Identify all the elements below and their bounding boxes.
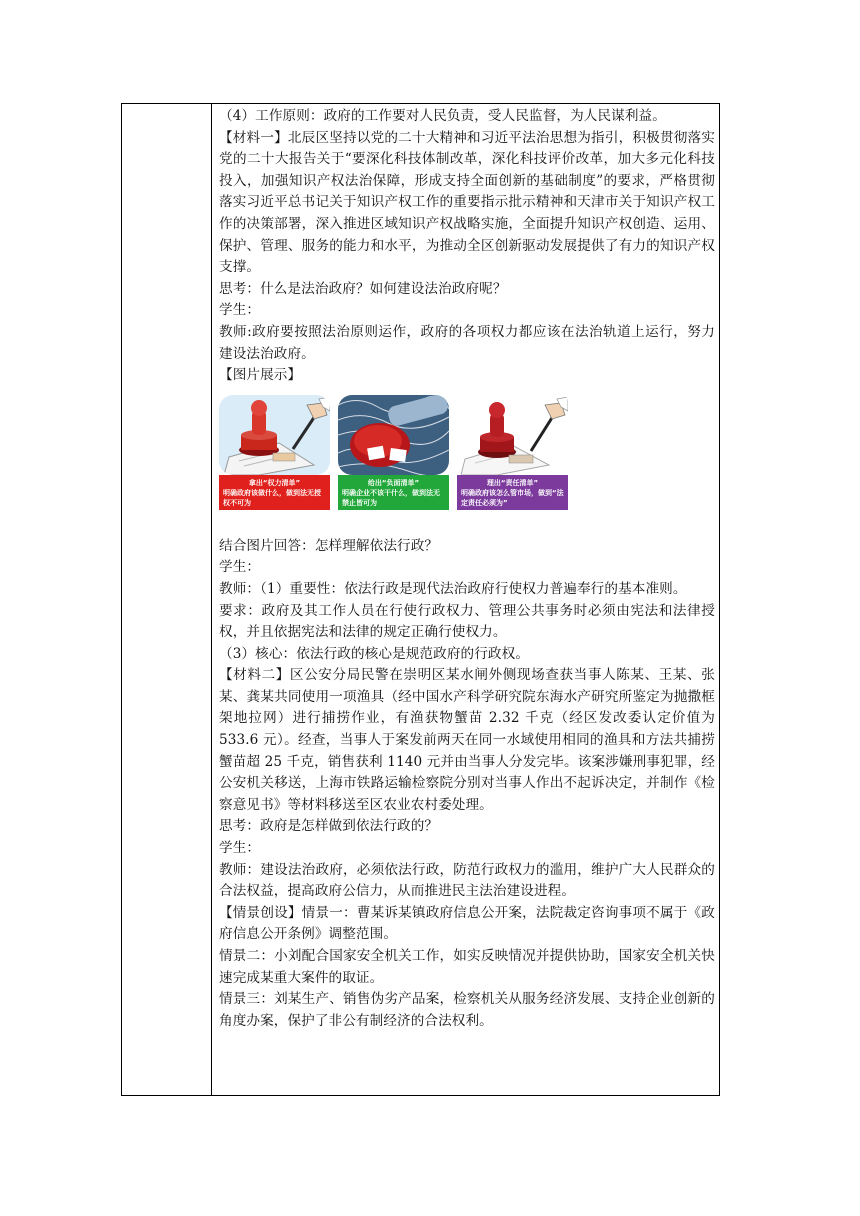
- responsibility-list-illustration: [457, 395, 568, 475]
- student-label: 学生：: [219, 302, 261, 319]
- negative-list-illustration: [338, 395, 449, 475]
- negative-list-figure: [338, 395, 449, 510]
- student-label: 学生：: [219, 840, 261, 857]
- scenario-one: 【情景创设】情景一：曹某诉某镇政府信息公开案，法院裁定咨询事项不属于《政府信息公开条例》调整范围。: [219, 904, 715, 943]
- column-divider: [211, 104, 212, 1095]
- scenario-two: 情景二：小刘配合国家安全机关工作，如实反映情况并提供协助，国家安全机关快速完成某重大案件的取证。: [219, 948, 715, 986]
- negative-list-caption-desc: 明确企业不该干什么，做到法无禁止皆可为: [342, 488, 440, 507]
- picture-show-heading: 【图片展示】: [219, 367, 302, 384]
- material-two-paragraph: 【材料二】区公安分局民警在崇明区某水闸外侧现场查获当事人陈某、王某、张某、龚某共同使用一项渔具（经中国水产科学研究院东海水产研究所鉴定为抛撒框架地拉网）进行捕捞作业，有渔获物蟹苗 2.32 千克（经区发改委认定价值为 533.6 元）。经查，当事人于案发前两天在同一水域使用相同的渔具和方法共捕捞蟹苗超 25 千克，销售获利 1140 元并由当事人分发完毕。该案涉嫌刑事犯罪，经公安机关移送，上海市铁路运输检察院分别对当事人作出不起诉决定，并制作《检察意见书》等材料移送至区农业农村委处理。: [219, 667, 715, 813]
- principle-paragraph: （4）工作原则：政府的工作要对人民负责，受人民监督，为人民谋利益。: [219, 108, 666, 124]
- power-list-caption-desc: 明确政府该做什么，做到法无授权不可为: [223, 488, 321, 507]
- picture-question: 结合图片回答：怎样理解依法行政？: [219, 537, 439, 554]
- power-list-caption-title: 拿出“权力清单”: [248, 478, 301, 487]
- material-one-paragraph: 【材料一】北辰区坚持以党的二十大精神和习近平法治思想为指引，积极贯彻落实党的二十大报告关于“要深化科技体制改革，深化科技评价改革，加大多元化科技投入，加强知识产权法治保障，形成支持全面创新的基础制度”的要求，严格贯彻落实习近平总书记关于知识产权工作的重要指示批示精神和天津市关于知识产权工作的决策部署，深入推进区域知识产权战略实施，全面提升知识产权创造、运用、保护、管理、服务的能力和水平，为推动全区创新驱动发展提供了有力的知识产权支撑。: [219, 129, 715, 276]
- teacher-importance: 教师：（1）重要性：依法行政是现代法治政府行使权力普遍奉行的基本准则。: [219, 580, 687, 597]
- responsibility-list-caption-desc: 明确政府该怎么管市场，做到“法定责任必须为”: [461, 488, 564, 507]
- scenario-three: 情景三：刘某生产、销售伪劣产品案，检察机关从服务经济发展、支持企业创新的角度办案，保护了非公有制经济的合法权利。: [219, 991, 715, 1029]
- power-list-illustration: [219, 395, 330, 475]
- power-list-caption: [219, 475, 330, 510]
- power-list-figure: [219, 395, 330, 510]
- teacher-conclusion: 教师：建设法治政府，必须依法行政，防范行政权力的滥用，维护广大人民群众的合法权益，提高政府公信力，从而推进民主法治建设进程。: [219, 861, 715, 900]
- negative-list-caption-title: 给出“负面清单”: [367, 478, 420, 487]
- teacher-paragraph: 教师:政府要按照法治原则运作，政府的各项权力都应该在法治轨道上运行，努力建设法治政府。: [219, 323, 715, 362]
- negative-list-caption: [338, 475, 449, 510]
- table-content-cell: [219, 106, 715, 1032]
- picture-row: [219, 395, 715, 510]
- lesson-table: [121, 103, 720, 1096]
- spacer: [219, 510, 715, 536]
- requirement-paragraph: 要求：政府及其工作人员在行使行政权力、管理公共事务时必须由宪法和法律授权，并且依据宪法和法律的规定正确行使权力。: [219, 602, 715, 641]
- question-paragraph: 思考：什么是法治政府？如何建设法治政府呢？: [219, 280, 507, 297]
- question-paragraph-2: 思考：政府是怎样做到依法行政的？: [219, 818, 439, 835]
- student-label: 学生：: [219, 559, 261, 576]
- responsibility-list-figure: [457, 395, 568, 510]
- responsibility-list-caption-title: 理出“责任清单”: [486, 478, 539, 487]
- core-paragraph: （3）核心：依法行政的核心是规范政府的行政权。: [219, 645, 530, 662]
- responsibility-list-caption: [457, 475, 568, 510]
